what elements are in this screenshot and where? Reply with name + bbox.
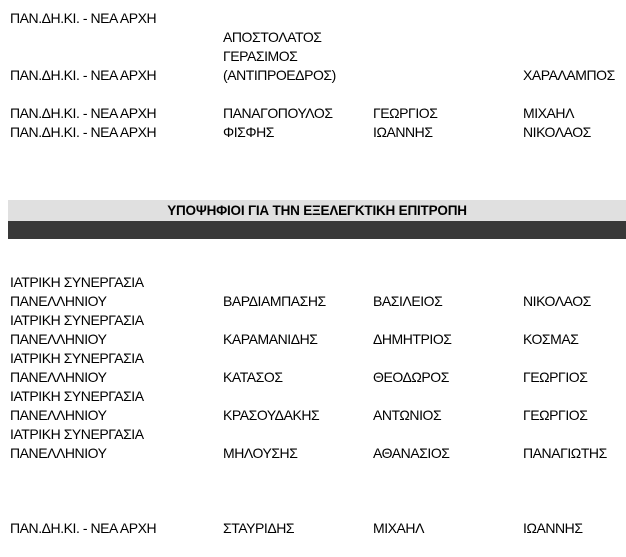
first-name-cell: ΔΗΜΗΤΡΙΟΣ <box>373 331 452 347</box>
first-name-cell: ΘΕΟΔΩΡΟΣ <box>373 369 449 385</box>
father-name-cell: ΝΙΚΟΛΑΟΣ <box>523 293 591 309</box>
party-cell: ΠΑΝ.ΔΗ.ΚΙ. - ΝΕΑ ΑΡΧΗ <box>10 124 157 140</box>
table-row <box>0 123 626 142</box>
surname-cell: ΒΑΡΔΙΑΜΠΑΣΗΣ <box>223 293 326 309</box>
party-cell: ΙΑΤΡΙΚΗ ΣΥΝΕΡΓΑΣΙΑ ΠΑΝΕΛΛΗΝΙΟΥ <box>10 388 143 423</box>
surname-cell: ΚΑΡΑΜΑΝΙΔΗΣ <box>223 331 318 347</box>
party-cell: ΙΑΤΡΙΚΗ ΣΥΝΕΡΓΑΣΙΑ ΠΑΝΕΛΛΗΝΙΟΥ <box>10 312 143 347</box>
table-row <box>0 425 626 463</box>
father-name-cell: ΙΩΑΝΝΗΣ <box>523 520 583 536</box>
party-cell: ΠΑΝ.ΔΗ.ΚΙ. - ΝΕΑ ΑΡΧΗ <box>10 105 157 121</box>
table-row <box>0 311 626 349</box>
surname-cell: ΠΑΝΑΓΟΠΟΥΛΟΣ <box>223 105 333 121</box>
committee-section <box>0 273 626 463</box>
section-header-band <box>8 200 626 221</box>
surname-cell: ΚΑΤΑΣΟΣ <box>223 369 283 385</box>
party-cell: ΠΑΝ.ΔΗ.ΚΙ. - ΝΕΑ ΑΡΧΗ <box>10 10 157 26</box>
party-cell: ΠΑΝ.ΔΗ.ΚΙ. - ΝΕΑ ΑΡΧΗ <box>10 520 157 536</box>
father-name-cell: ΠΑΝΑΓΙΩΤΗΣ <box>523 445 607 461</box>
father-name-cell: ΧΑΡΑΛΑΜΠΟΣ <box>523 67 615 83</box>
surname-cell: ΜΗΛΟΥΣΗΣ <box>223 445 298 461</box>
party-cell: ΙΑΤΡΙΚΗ ΣΥΝΕΡΓΑΣΙΑ ΠΑΝΕΛΛΗΝΙΟΥ <box>10 274 143 309</box>
table-row <box>0 519 626 538</box>
father-name-cell: ΝΙΚΟΛΑΟΣ <box>523 124 591 140</box>
table-row <box>0 349 626 387</box>
first-name-cell: ΑΘΑΝΑΣΙΟΣ <box>373 445 450 461</box>
first-name-cell: ΙΩΑΝΝΗΣ <box>373 124 433 140</box>
first-name-cell: ΓΕΩΡΓΙΟΣ <box>373 105 438 121</box>
first-name-cell: ΒΑΣΙΛΕΙΟΣ <box>373 293 443 309</box>
surname-cell: ΦΙΣΦΗΣ <box>223 124 274 140</box>
table-row <box>0 104 626 123</box>
first-name-cell: ΜΙΧΑΗΛ <box>373 520 424 536</box>
party-cell: ΙΑΤΡΙΚΗ ΣΥΝΕΡΓΑΣΙΑ ΠΑΝΕΛΛΗΝΙΟΥ <box>10 350 143 385</box>
father-name-cell: ΜΙΧΑΗΛ <box>523 105 574 121</box>
surname-cell: ΣΤΑΥΡΙΔΗΣ <box>223 520 295 536</box>
section-header-dark-band <box>8 221 626 239</box>
table-row <box>0 273 626 311</box>
father-name-cell: ΓΕΩΡΓΙΟΣ <box>523 407 588 423</box>
surname-cell: ΑΠΟΣΤΟΛΑΤΟΣ ΓΕΡΑΣΙΜΟΣ (ΑΝΤΙΠΡΟΕΔΡΟΣ) <box>223 29 336 83</box>
first-name-cell: ΑΝΤΩΝΙΟΣ <box>373 407 442 423</box>
section-header-title: ΥΠΟΨΗΦΙΟΙ ΓΙΑ ΤΗΝ ΕΞΕΛΕΓΚΤΙΚΗ ΕΠΙΤΡΟΠΗ <box>167 203 467 218</box>
party-cell: ΠΑΝ.ΔΗ.ΚΙ. - ΝΕΑ ΑΡΧΗ <box>10 67 157 83</box>
table-row <box>0 387 626 425</box>
father-name-cell: ΓΕΩΡΓΙΟΣ <box>523 369 588 385</box>
party-cell: ΙΑΤΡΙΚΗ ΣΥΝΕΡΓΑΣΙΑ ΠΑΝΕΛΛΗΝΙΟΥ <box>10 426 143 461</box>
table-row <box>0 28 626 85</box>
father-name-cell: ΚΟΣΜΑΣ <box>523 331 579 347</box>
document-page <box>0 9 626 557</box>
table-row <box>0 9 626 28</box>
surname-cell: ΚΡΑΣΟΥΔΑΚΗΣ <box>223 407 320 423</box>
